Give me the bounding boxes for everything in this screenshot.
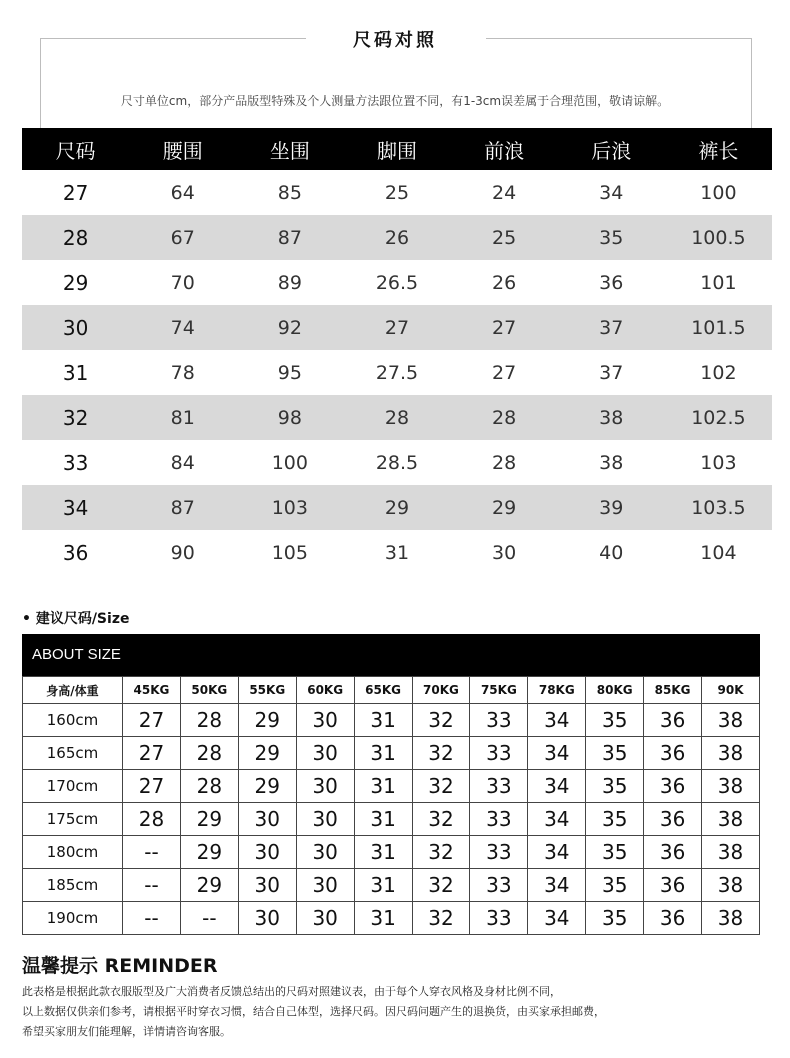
- measurement-cell: 26.5: [375, 271, 419, 294]
- measurement-cell: 24: [492, 181, 517, 204]
- size-chart-row: [22, 215, 772, 260]
- recommended-size-cell: 31: [354, 803, 412, 836]
- measurement-cell: 37: [599, 361, 624, 384]
- recommended-size-cell: 30: [296, 836, 354, 869]
- recommended-size-cell: 38: [702, 770, 760, 803]
- size-cell: 33: [62, 450, 89, 475]
- recommended-size-cell: 36: [644, 902, 702, 935]
- recommend-header-row: [23, 677, 760, 704]
- recommended-size-cell: --: [123, 836, 181, 869]
- recommended-size-cell: 32: [412, 869, 470, 902]
- recommended-size-cell: 36: [644, 737, 702, 770]
- recommended-size-cell: 38: [702, 803, 760, 836]
- recommended-size-cell: 30: [296, 869, 354, 902]
- measurement-cell: 100.5: [665, 215, 772, 260]
- recommended-size-cell: 28: [180, 704, 238, 737]
- recommended-size-cell: 38: [702, 869, 760, 902]
- height-cell: 165cm: [23, 737, 123, 770]
- recommended-size-cell: 28: [180, 737, 238, 770]
- recommended-size-cell: 30: [238, 803, 296, 836]
- measurement-cell: 90: [170, 541, 195, 564]
- weight-header: 75KG: [470, 677, 528, 704]
- measurement-cell: 28: [343, 395, 450, 440]
- recommended-size-cell: 27: [123, 704, 181, 737]
- measurement-cell: 28: [451, 395, 558, 440]
- measurement-cell: 95: [277, 361, 302, 384]
- size-chart-row: [22, 350, 772, 395]
- recommend-table: [22, 676, 760, 935]
- measurement-note: 尺寸单位cm，部分产品版型特殊及个人测量方法跟位置不同，有1-3cm误差属于合理范围，敬请谅解。: [120, 94, 670, 108]
- measurement-cell: 64: [170, 181, 195, 204]
- size-chart-header: 坐围: [236, 128, 343, 170]
- recommended-size-cell: 36: [644, 869, 702, 902]
- size-chart-row: [22, 440, 772, 485]
- measurement-cell: 103: [236, 485, 343, 530]
- measurement-cell: 27: [343, 305, 450, 350]
- recommended-size-cell: 30: [238, 836, 296, 869]
- measurement-cell: 103: [700, 451, 737, 474]
- weight-header: 80KG: [586, 677, 644, 704]
- reminder-line: 此表格是根据此款衣服版型及广大消费者反馈总结出的尺码对照建议表，由于每个人穿衣风格及身材比例不同，: [22, 985, 561, 998]
- weight-header: 55KG: [238, 677, 296, 704]
- measurement-cell: 78: [170, 361, 195, 384]
- recommended-size-cell: 35: [586, 902, 644, 935]
- recommended-size-cell: 38: [702, 902, 760, 935]
- recommended-size-cell: 30: [296, 770, 354, 803]
- recommended-size-cell: 35: [586, 836, 644, 869]
- recommended-size-cell: 28: [180, 770, 238, 803]
- recommended-size-cell: 27: [123, 770, 181, 803]
- recommended-size-cell: 30: [238, 902, 296, 935]
- weight-header: 78KG: [528, 677, 586, 704]
- measurement-cell: 39: [558, 485, 665, 530]
- recommend-body: [23, 704, 760, 935]
- measurement-cell: 74: [129, 305, 236, 350]
- recommended-size-cell: 32: [412, 704, 470, 737]
- size-chart-row: [22, 305, 772, 350]
- recommended-size-cell: 36: [644, 836, 702, 869]
- recommended-size-cell: 34: [528, 902, 586, 935]
- size-cell: 27: [62, 180, 89, 205]
- recommended-size-cell: 33: [470, 737, 528, 770]
- size-cell: 29: [62, 270, 89, 295]
- recommended-size-cell: 30: [296, 803, 354, 836]
- recommended-size-cell: 34: [528, 704, 586, 737]
- recommended-size-cell: 35: [586, 770, 644, 803]
- size-chart-row: [22, 485, 772, 530]
- measurement-cell: 102: [700, 361, 737, 384]
- measurement-cell: 25: [451, 215, 558, 260]
- measurement-cell: 101: [700, 271, 737, 294]
- recommended-size-cell: 33: [470, 869, 528, 902]
- size-chart-row: [22, 395, 772, 440]
- measurement-cell: 38: [599, 451, 624, 474]
- weight-header: 45KG: [123, 677, 181, 704]
- reminder-line: 以上数据仅供亲们参考，请根据平时穿衣习惯，结合自己体型，选择尺码。因尺码问题产生的退换货，由买家承担邮费，: [22, 1005, 605, 1018]
- measurement-cell: 28.5: [375, 451, 419, 474]
- size-chart-row: [22, 170, 772, 215]
- measurement-cell: 27.5: [375, 361, 419, 384]
- measurement-cell: 37: [558, 305, 665, 350]
- recommended-size-cell: 33: [470, 770, 528, 803]
- recommended-size-cell: 31: [354, 869, 412, 902]
- recommended-size-cell: 29: [180, 869, 238, 902]
- recommended-size-cell: 35: [586, 737, 644, 770]
- measurement-cell: 98: [236, 395, 343, 440]
- recommended-size-cell: --: [123, 869, 181, 902]
- size-chart-header: 裤长: [665, 128, 772, 170]
- recommended-size-cell: 34: [528, 803, 586, 836]
- recommend-row: [23, 836, 760, 869]
- size-cell: 34: [22, 485, 129, 530]
- recommended-size-cell: --: [123, 902, 181, 935]
- measurement-cell: 105: [271, 541, 308, 564]
- measurement-cell: 70: [170, 271, 195, 294]
- size-chart-table: [22, 128, 772, 575]
- size-cell: 31: [62, 360, 89, 385]
- size-cell: 36: [62, 540, 89, 565]
- height-cell: 180cm: [23, 836, 123, 869]
- weight-header: 85KG: [644, 677, 702, 704]
- measurement-cell: 31: [384, 541, 410, 564]
- measurement-cell: 81: [129, 395, 236, 440]
- size-chart-header: 前浪: [451, 128, 558, 170]
- height-cell: 190cm: [23, 902, 123, 935]
- recommended-size-cell: 30: [296, 737, 354, 770]
- measurement-cell: 92: [236, 305, 343, 350]
- recommended-size-cell: 38: [702, 836, 760, 869]
- recommended-size-cell: 32: [412, 803, 470, 836]
- recommended-size-cell: 28: [123, 803, 181, 836]
- recommended-size-cell: 33: [470, 902, 528, 935]
- recommended-size-cell: 35: [586, 869, 644, 902]
- recommended-size-cell: 30: [296, 902, 354, 935]
- recommended-size-cell: 32: [412, 737, 470, 770]
- size-chart-row: [22, 260, 772, 305]
- recommended-size-cell: 30: [296, 704, 354, 737]
- size-cell: 32: [22, 395, 129, 440]
- height-cell: 185cm: [23, 869, 123, 902]
- recommended-size-cell: 30: [238, 869, 296, 902]
- measurement-cell: 103.5: [665, 485, 772, 530]
- recommended-size-cell: 31: [354, 737, 412, 770]
- recommend-row: [23, 770, 760, 803]
- measurement-cell: 30: [492, 541, 517, 564]
- recommend-row: [23, 704, 760, 737]
- reminder-line: 希望买家朋友们能理解，详情请咨询客服。: [22, 1025, 231, 1038]
- size-cell: 30: [22, 305, 129, 350]
- size-chart-body: [22, 170, 772, 575]
- recommended-size-cell: 29: [238, 704, 296, 737]
- measurement-cell: 38: [558, 395, 665, 440]
- recommended-size-cell: 33: [470, 704, 528, 737]
- measurement-cell: 104: [700, 541, 737, 564]
- recommended-size-cell: 31: [354, 836, 412, 869]
- height-cell: 160cm: [23, 704, 123, 737]
- recommended-size-cell: 27: [123, 737, 181, 770]
- height-cell: 170cm: [23, 770, 123, 803]
- recommended-size-cell: 29: [180, 836, 238, 869]
- recommended-size-cell: 35: [586, 803, 644, 836]
- recommended-size-cell: 38: [702, 704, 760, 737]
- measurement-cell: 28: [492, 451, 517, 474]
- measurement-cell: 100: [700, 181, 737, 204]
- recommended-size-cell: 33: [470, 836, 528, 869]
- page-title: 尺码对照: [353, 30, 437, 51]
- measurement-cell: 85: [277, 181, 302, 204]
- weight-header: 70KG: [412, 677, 470, 704]
- recommended-size-cell: 36: [644, 704, 702, 737]
- weight-header: 65KG: [354, 677, 412, 704]
- measurement-cell: 87: [236, 215, 343, 260]
- recommended-size-cell: 34: [528, 737, 586, 770]
- measurement-cell: 89: [277, 271, 302, 294]
- recommended-size-cell: 38: [702, 737, 760, 770]
- recommended-size-cell: --: [180, 902, 238, 935]
- recommended-size-cell: 29: [180, 803, 238, 836]
- weight-header: 90K: [702, 677, 760, 704]
- recommend-row: [23, 803, 760, 836]
- measurement-cell: 25: [384, 181, 410, 204]
- measurement-cell: 34: [599, 181, 624, 204]
- recommend-label: • 建议尺码/Size: [22, 611, 130, 627]
- measurement-cell: 29: [451, 485, 558, 530]
- measurement-cell: 87: [129, 485, 236, 530]
- measurement-cell: 35: [558, 215, 665, 260]
- size-chart-row: [22, 530, 772, 575]
- measurement-cell: 36: [599, 271, 624, 294]
- recommended-size-cell: 35: [586, 704, 644, 737]
- measurement-cell: 100: [271, 451, 308, 474]
- recommended-size-cell: 29: [238, 737, 296, 770]
- measurement-cell: 26: [492, 271, 517, 294]
- recommended-size-cell: 29: [238, 770, 296, 803]
- size-cell: 28: [22, 215, 129, 260]
- measurement-cell: 101.5: [665, 305, 772, 350]
- measurement-cell: 67: [129, 215, 236, 260]
- recommended-size-cell: 34: [528, 836, 586, 869]
- recommended-size-cell: 31: [354, 704, 412, 737]
- measurement-cell: 26: [343, 215, 450, 260]
- size-chart-header: 后浪: [558, 128, 665, 170]
- reminder-title: 温馨提示 REMINDER: [22, 955, 218, 977]
- recommended-size-cell: 32: [412, 902, 470, 935]
- recommended-size-cell: 32: [412, 836, 470, 869]
- height-cell: 175cm: [23, 803, 123, 836]
- measurement-cell: 27: [451, 305, 558, 350]
- about-size-bar: ABOUT SIZE: [22, 634, 760, 676]
- weight-header: 60KG: [296, 677, 354, 704]
- recommended-size-cell: 31: [354, 770, 412, 803]
- recommend-row: [23, 902, 760, 935]
- recommend-row: [23, 737, 760, 770]
- recommend-row: [23, 869, 760, 902]
- measurement-cell: 40: [599, 541, 624, 564]
- height-weight-header: 身高/体重: [23, 677, 123, 704]
- recommended-size-cell: 33: [470, 803, 528, 836]
- weight-header: 50KG: [180, 677, 238, 704]
- size-chart-header: 脚围: [343, 128, 450, 170]
- measurement-cell: 84: [170, 451, 195, 474]
- recommended-size-cell: 34: [528, 770, 586, 803]
- size-chart-header-row: [22, 128, 772, 170]
- size-chart-header: 尺码: [22, 128, 129, 170]
- recommended-size-cell: 36: [644, 803, 702, 836]
- recommended-size-cell: 31: [354, 902, 412, 935]
- measurement-cell: 27: [492, 361, 517, 384]
- measurement-cell: 29: [343, 485, 450, 530]
- recommended-size-cell: 32: [412, 770, 470, 803]
- recommended-size-cell: 36: [644, 770, 702, 803]
- measurement-cell: 102.5: [665, 395, 772, 440]
- size-chart-header: 腰围: [129, 128, 236, 170]
- recommended-size-cell: 34: [528, 869, 586, 902]
